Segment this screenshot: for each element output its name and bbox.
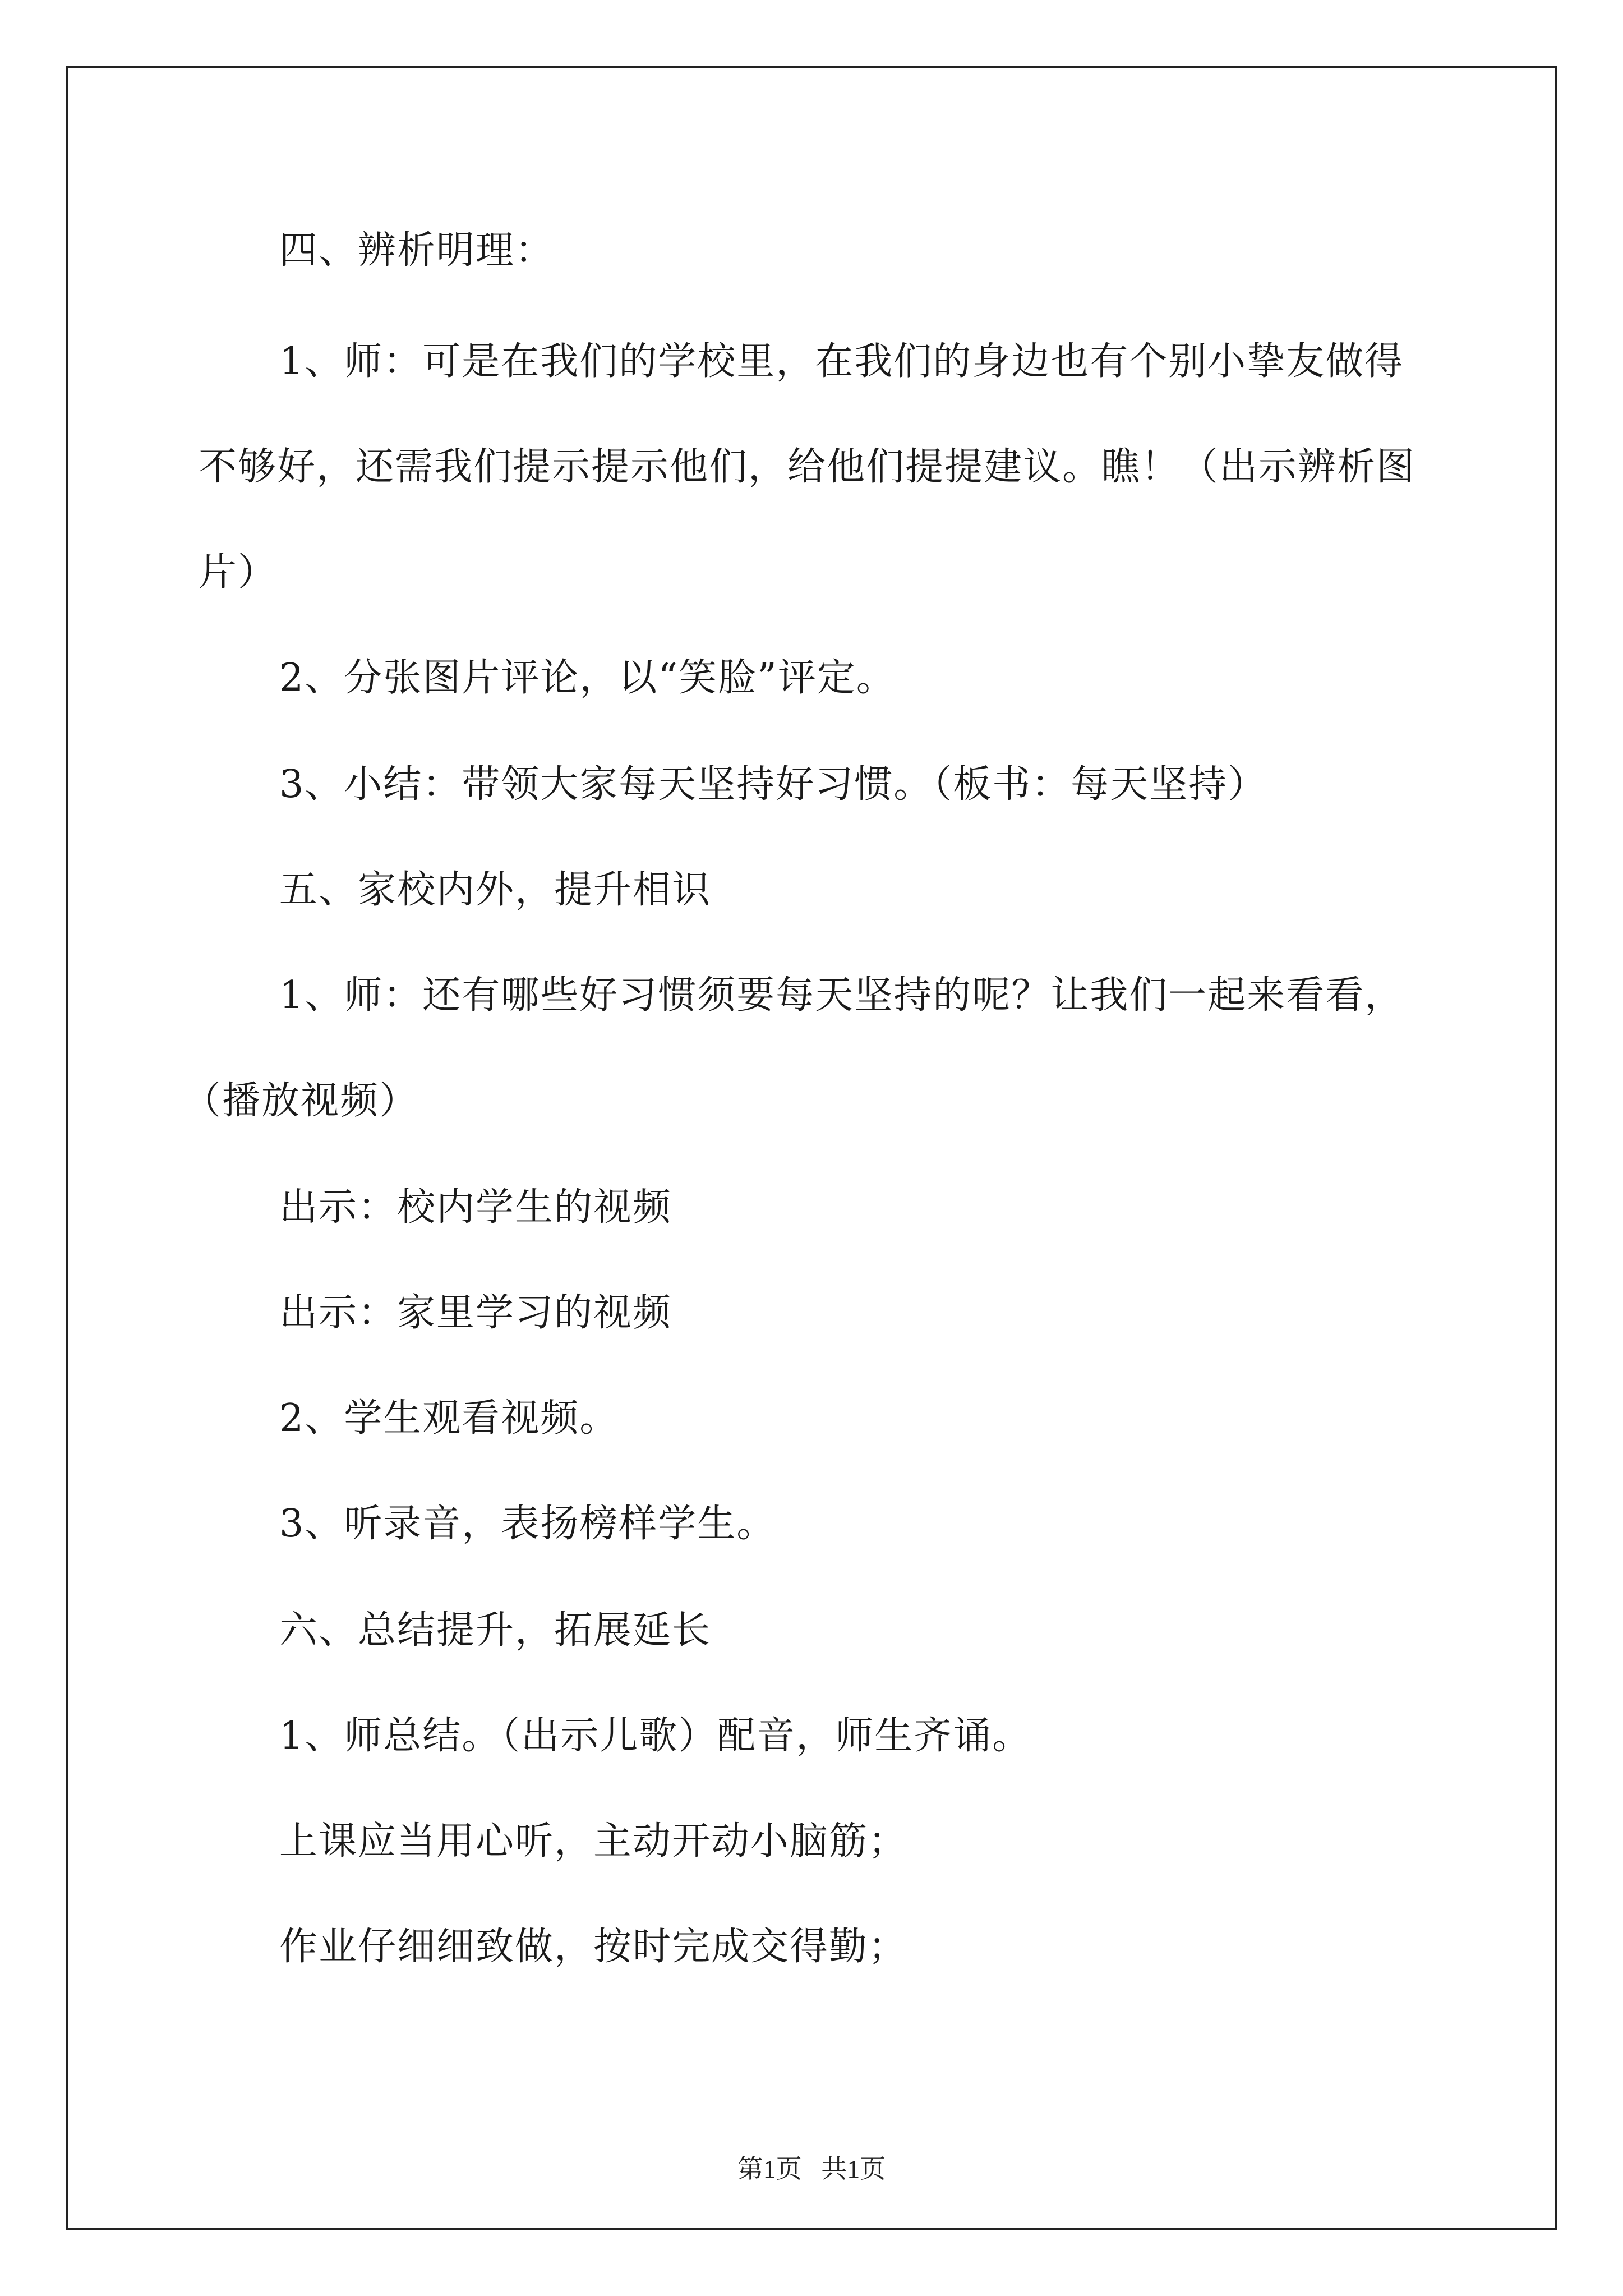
paragraph-line: 上课应当用心听，主动开动小脑筋； [279, 1819, 908, 1864]
paragraph-line: 出示：家里学习的视频 [279, 1291, 672, 1335]
page-number-footer: 第1页 共1页 [737, 2155, 886, 2183]
paragraph-line: 2、分张图片评论，以“笑脸”评定。 [279, 656, 896, 700]
paragraph-line: 1、师：可是在我们的学校里，在我们的身边也有个别小挚友做得 [279, 339, 1404, 384]
paragraph-line: 2、学生观看视频。 [279, 1396, 619, 1441]
paragraph-line: 1、师总结。（出示儿歌）配音，师生齐诵。 [279, 1714, 1032, 1758]
heading-four: 四、辨析明理： [279, 228, 555, 273]
paragraph-line: 出示：校内学生的视频 [279, 1185, 672, 1230]
page-frame [66, 66, 1557, 2230]
paragraph-line: 1、师：还有哪些好习惯须要每天坚持的呢？让我们一起来看看， [279, 973, 1404, 1018]
paragraph-line: 不够好，还需我们提示提示他们，给他们提提建议。瞧！（出示辨析图 [199, 445, 1416, 489]
paragraph-line: 3、听录音，表扬榜样学生。 [279, 1502, 776, 1546]
paragraph-line: 作业仔细细致做，按时完成交得勤； [279, 1925, 908, 1969]
paragraph-line: 片） [199, 550, 278, 595]
paragraph-line: （播放视频） [183, 1079, 419, 1123]
paragraph-line: 3、小结：带领大家每天坚持好习惯。（板书：每天坚持） [279, 762, 1267, 807]
heading-six: 六、总结提升，拓展延长 [279, 1608, 712, 1653]
heading-five: 五、家校内外，提升相识 [279, 868, 712, 912]
